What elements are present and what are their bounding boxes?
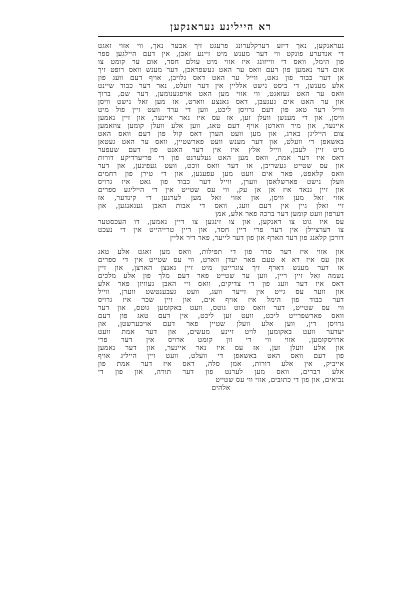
text-line: נעראנקען, נאך דיזע דערקלערונג פרעגט זיך אבער נאך, ווי אזוי זאגט (98, 42, 344, 50)
text-line: דער כבוד פון הימל איז אויף אים, און זיין שכר איז גרויס (98, 296, 344, 304)
text-line: דערפון וועט קומען דער ברכה פאר אלע, אמן (215, 210, 344, 218)
text-line: וועלן נישט פארשלאסן ווערן, ווייל דער כבוד פון גאט איז גרויס (98, 178, 344, 186)
text-line: פון הימל, וואס די ווייזונג איז אזוי מיט עולם חסד, אום ער קומט צו (98, 58, 344, 66)
text-line: דורכן קלאנג פון דער הארף און פון דער לייער, פאר דיר אליין (169, 234, 344, 242)
page-body (98, 42, 344, 392)
text-line: יעדער וועט באקומען לויט זיינע מעשים, און דער אמת וועט (98, 328, 344, 336)
text-line: מיט זיין לעבן, ווייל אלץ איז אין דער האנט פון דעם שעפער (98, 146, 344, 154)
text-line: אום דער נאמען פון דעם וואס ער האט געשפראכן, דער מענש וואס רופט זיך (98, 66, 344, 74)
book-page (98, 22, 344, 542)
text-line: נשמה זאל זיין ריין, ווען ער שטייט פאר דעם מלך פון אלע מלכים (98, 272, 344, 280)
text-line: עס איז גוט צו דאנקען, און צו זינגען צו דיין נאמען, דו העכסטער (98, 218, 344, 226)
text-line: אן דער כבוד פון גאט, ווייל ער האט דאס גלויבן, אויף דעם וועג פון (98, 74, 344, 82)
text-line: אז דער מענש דארף זיך צוגרייטן מיט זיין גאנצן הארצן, און זיין (98, 264, 344, 272)
text-line: דאס איז דער וועג פון די צדיקים, וואס זיי האבן געוויזן פאר אלע (98, 280, 344, 288)
text-line: פון דעם וואס האט באשאפן די וועלט, וועט זיין הייליג אויף (98, 352, 344, 360)
text-line: און זיין גנאד איז אן אן עק, ווי עס שטייט אין די הייליגע ספרים (98, 186, 344, 194)
text-line: דאס איז דער אמת, וואס מען האט געלערנט פון די פריערדיקע דורות (98, 154, 344, 162)
text-line: און אלע וועלן זען, אז עס איז נאר איינער, און דער נאמען (98, 344, 344, 352)
text-line: אלע דברים, וואס מען לערנט פון דער תורה, און פון די (98, 368, 344, 376)
text-line: גרויסן דין, ווען אלע וועלן שטיין פאר דעם אויבערשטן, און (98, 320, 344, 328)
text-line: די אנדערע פונקט ווי דער מענש מיט זיינע זאכן, אין דעם היילגען ספר (98, 50, 344, 58)
paragraph (98, 42, 344, 242)
text-line: און אזוי איז דער סדר פון די תפילות, וואס מען זאגט אלע טאג (98, 248, 344, 256)
text-line: אזוי זאל מען וויסן, און אזוי זאל מען לערנען די קינדער, אז (98, 194, 344, 202)
text-line: און עס איז דא א טעם פאר יעדן ווארט, ווי עס שטייט אין די ספרים (98, 256, 344, 264)
text-line: און ער האט אים געגעבן, דאס גאנצע ווארט, אז מען זאל נישט וויסן (98, 98, 344, 106)
text-line: איינער, און מיר ווארטן אויף דעם טאג, ווען אלע וועלן קומען צוזאמען (98, 122, 344, 130)
text-line: ווייל דער טאג פון דעם גרויסן ליכט, ווען די ערד וועט זיין פול מיט (98, 106, 344, 114)
paragraph (98, 248, 344, 392)
running-title: רא היילינע נעראנקען (170, 22, 272, 33)
text-line: נביאים, און פון די כתובים, אזוי ווי עס שטייט (215, 376, 344, 384)
text-line: אלע מענשן, די ביסט נישט אלליין אין דער וועלט, נאר דער כבוד שיינט (98, 82, 344, 90)
text-line: וואס קלאפט, פאר אים וועט מען עפענען, און די טירן פון רחמים (98, 170, 344, 178)
text-line: און ווער עס גייט אין זייער וועג, וועט געבענטשט ווערן, ווייל (98, 288, 344, 296)
text-line: און עס שטייט געשריבן, אז דער וואס זוכט, וועט געפינען, און דער (98, 162, 344, 170)
page-header (98, 22, 344, 37)
text-line: צום הייליגן בארג, און מען וועט הערן דאס קול פון דעם וואס האט (98, 130, 344, 138)
text-line: וואס ער האט געזאגט, ווי אזוי מען האט אויפגענומען, דער שם, ברוך (98, 90, 344, 98)
text-line: צו דערציילן אין דער פרי דיין חסד, און דיין טרייהייט אין די נעכט (98, 226, 344, 234)
text-line: וואס פארשפרייט ליכט, וועט זען ליכט, אין דעם טאג פון דעם (98, 312, 344, 320)
text-line: וויסן, און די מענשן וועלן זען, אז עס איז נאר איינער, און זיין נאמען (98, 114, 344, 122)
text-line: אלהים (211, 384, 231, 392)
text-line: זיי זאלן גיין אין דעם וועג, וואס די אבות האבן געגאנגען, און (98, 202, 344, 210)
text-line: באשאפן די וועלט, און דער מענש וועט פארשטיין, וואס ער האט געטאן (98, 138, 344, 146)
text-line: ארויסקומען, אזוי ווי די זון קומט ארויס אין דער פרי (98, 336, 344, 344)
text-line: אייביק, אין אלע דורות, אמן סלה, דאס איז דער אמת פון (98, 360, 344, 368)
text-line: ווי עס שטייט, דער וואס טוט גוטס, וועט באקומען גוטס, און דער (98, 304, 344, 312)
